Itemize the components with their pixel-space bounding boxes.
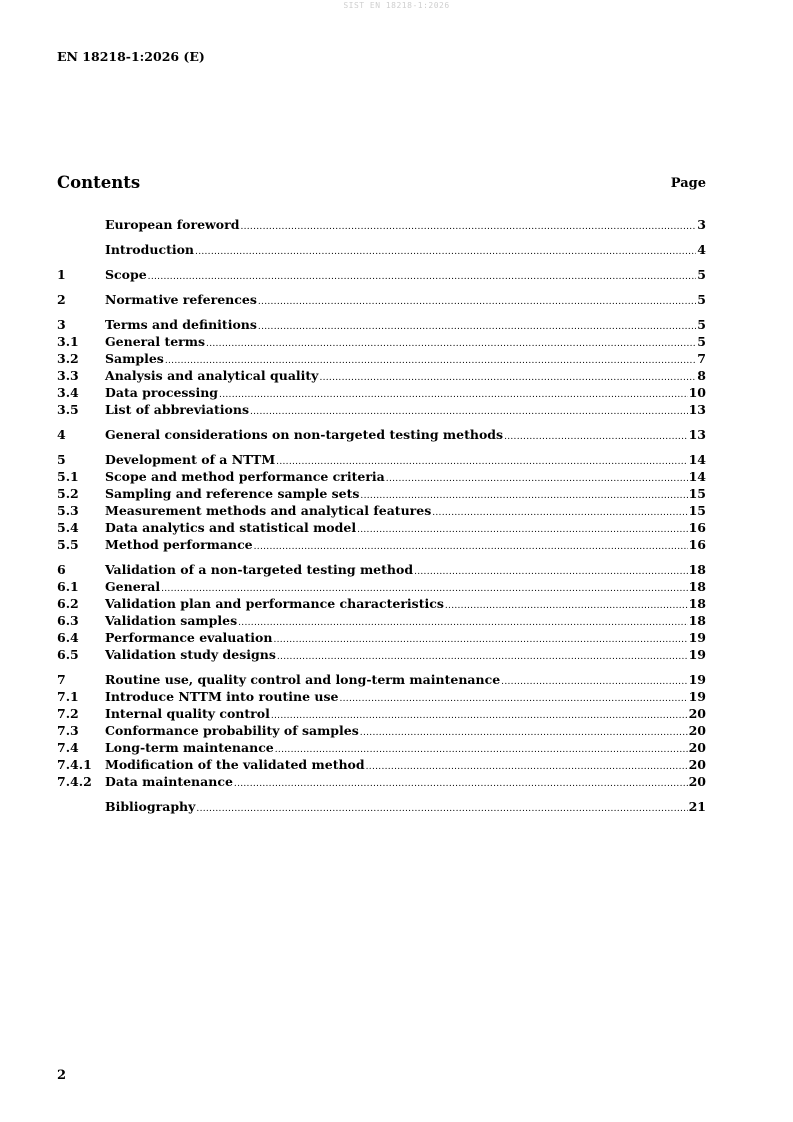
toc-entry-number: 7.2 [57,706,79,721]
toc-entry-title: Introduce NTTM into routine use [105,689,339,704]
toc-entry-title: Sampling and reference sample sets [105,486,360,501]
toc-entry-title: Validation study designs [105,647,276,662]
toc-entry-number: 7.4.2 [57,774,92,789]
toc-entry-page: 19 [688,689,706,704]
toc-entry[interactable] [57,671,706,688]
dot-leader [504,429,688,446]
toc-entry[interactable] [57,291,706,308]
toc-entry-page: 20 [688,774,706,789]
toc-entry-title: Data processing [105,385,219,400]
dot-leader [240,219,696,236]
dot-leader [319,370,696,387]
toc-entry-page: 5 [697,334,706,349]
dot-leader [357,522,688,539]
toc-entry-page: 13 [688,427,706,442]
document-id: EN 18218-1:2026 (E) [57,49,205,64]
toc-entry-page: 19 [688,672,706,687]
toc-entry-number: 6.2 [57,596,79,611]
dot-leader [445,598,688,615]
dot-leader [432,505,687,522]
toc-entry-number: 5.2 [57,486,79,501]
toc-entry[interactable] [57,266,706,283]
toc-entry-page: 5 [697,292,706,307]
toc-entry[interactable] [57,350,706,367]
toc-entry-page: 20 [688,757,706,772]
toc-entry-page: 21 [688,799,706,814]
toc-entry[interactable] [57,646,706,663]
toc-entry[interactable] [57,384,706,401]
dot-leader [386,471,688,488]
toc-entry-number: 5.5 [57,537,79,552]
toc-entry-title: Long-term maintenance [105,740,274,755]
dot-leader [277,649,688,666]
toc-entry[interactable] [57,612,706,629]
toc-entry-title: Introduction [105,242,195,257]
toc-entry-number: 7.1 [57,689,79,704]
toc-entry-page: 3 [697,217,706,232]
page-number: 2 [57,1068,67,1083]
toc-entry-number: 5.3 [57,503,79,518]
dot-leader [258,294,696,311]
toc-entry[interactable] [57,401,706,418]
toc-entry-title: Normative references [105,292,257,307]
toc-entry-title: Performance evaluation [105,630,273,645]
toc-entry-number: 5.4 [57,520,79,535]
toc-entry-page: 20 [688,723,706,738]
watermark: SIST EN 18218-1:2026 [343,1,450,10]
contents-heading: Contents [57,173,141,192]
dot-leader [366,759,688,776]
toc-entry-number: 3.1 [57,334,79,349]
toc-entry[interactable] [57,451,706,468]
toc-entry-page: 13 [688,402,706,417]
dot-leader [196,801,687,818]
toc-entry-number: 4 [57,427,66,442]
toc-entry-number: 3.3 [57,368,79,383]
toc-entry-page: 8 [697,368,706,383]
toc-entry[interactable] [57,426,706,443]
toc-entry-title: Data analytics and statistical model [105,520,357,535]
toc-entry-number: 5 [57,452,66,467]
toc-entry[interactable] [57,502,706,519]
toc-entry-number: 3.5 [57,402,79,417]
toc-entry[interactable] [57,705,706,722]
toc-entry-page: 18 [688,613,706,628]
toc-entry-number: 7 [57,672,66,687]
toc-entry-page: 5 [697,317,706,332]
toc-entry-number: 3 [57,317,66,332]
toc-entry-title: Samples [105,351,164,366]
toc-entry-title: Conformance probability of samples [105,723,359,738]
toc-entry-number: 7.4.1 [57,757,92,772]
toc-entry-title: Data maintenance [105,774,233,789]
toc-entry-title: Routine use, quality control and long-term maintenance [105,672,501,687]
toc-entry-page: 14 [688,469,706,484]
toc-entry-title: List of abbreviations [105,402,249,417]
toc-entry-title: Scope [105,267,147,282]
toc-entry[interactable] [57,722,706,739]
toc-entry-number: 7.4 [57,740,79,755]
toc-entry-page: 19 [688,630,706,645]
dot-leader [258,319,696,336]
toc-entry-number: 3.4 [57,385,79,400]
toc-entry[interactable] [57,595,706,612]
dot-leader [339,691,687,708]
toc-entry-number: 6 [57,562,66,577]
dot-leader [238,615,687,632]
toc-entry-page: 15 [688,503,706,518]
toc-entry[interactable] [57,485,706,502]
toc-entry-page: 18 [688,579,706,594]
toc-entry-title: Validation samples [105,613,238,628]
toc-entry-title: Validation plan and performance characteristics [105,596,444,611]
toc-entry-page: 16 [688,520,706,535]
dot-leader [219,387,688,404]
toc-entry-number: 6.5 [57,647,79,662]
toc-entry[interactable] [57,561,706,578]
toc-entry-number: 1 [57,267,66,282]
toc-entry[interactable] [57,367,706,384]
toc-entry[interactable] [57,756,706,773]
toc-entry-page: 14 [688,452,706,467]
toc-entry-title: Internal quality control [105,706,270,721]
toc-entry[interactable] [57,316,706,333]
toc-entry[interactable] [57,773,706,790]
toc-entry-number: 6.4 [57,630,79,645]
toc-entry[interactable] [57,216,706,233]
toc-entry-page: 5 [697,267,706,282]
toc-entry[interactable] [57,333,706,350]
toc-entry-number: 7.3 [57,723,79,738]
toc-entry-title: Analysis and analytical quality [105,368,319,383]
toc-entry-title: Validation of a non-targeted testing method [105,562,414,577]
toc-entry-title: General terms [105,334,206,349]
toc-entry-number: 5.1 [57,469,79,484]
dot-leader [414,564,688,581]
toc-entry-page: 4 [697,242,706,257]
dot-leader [360,725,688,742]
toc-entry-number: 6.3 [57,613,79,628]
toc-entry[interactable] [57,688,706,705]
toc-entry-title: Scope and method performance criteria [105,469,385,484]
toc-entry-page: 16 [688,537,706,552]
table-of-contents [57,216,706,815]
toc-entry-page: 15 [688,486,706,501]
toc-entry-title: Modification of the validated method [105,757,365,772]
toc-entry-title: European foreword [105,217,240,232]
dot-leader [195,244,696,261]
toc-entry-page: 19 [688,647,706,662]
dot-leader [250,404,688,421]
toc-entry-page: 20 [688,706,706,721]
toc-entry-number: 3.2 [57,351,79,366]
toc-entry[interactable] [57,519,706,536]
dot-leader [206,336,696,353]
toc-entry-title: General considerations on non-targeted testing methods [105,427,504,442]
toc-entry[interactable] [57,468,706,485]
dot-leader [501,674,687,691]
toc-entry-page: 10 [688,385,706,400]
toc-entry-page: 20 [688,740,706,755]
toc-entry[interactable] [57,798,706,815]
toc-entry[interactable] [57,739,706,756]
dot-leader [254,539,688,556]
toc-entry-title: Terms and definitions [105,317,257,332]
toc-entry-page: 7 [697,351,706,366]
toc-entry-title: Bibliography [105,799,196,814]
toc-entry[interactable] [57,629,706,646]
dot-leader [234,776,688,793]
dot-leader [148,269,697,286]
toc-entry-page: 18 [688,562,706,577]
toc-entry[interactable] [57,241,706,258]
toc-entry[interactable] [57,578,706,595]
toc-entry-title: Method performance [105,537,253,552]
toc-entry-page: 18 [688,596,706,611]
dot-leader [273,632,687,649]
toc-entry-title: General [105,579,161,594]
toc-entry-title: Measurement methods and analytical features [105,503,432,518]
page-column-heading: Page [670,176,706,191]
toc-entry-number: 6.1 [57,579,79,594]
toc-entry-number: 2 [57,292,66,307]
toc-entry-title: Development of a NTTM [105,452,276,467]
toc-entry[interactable] [57,536,706,553]
